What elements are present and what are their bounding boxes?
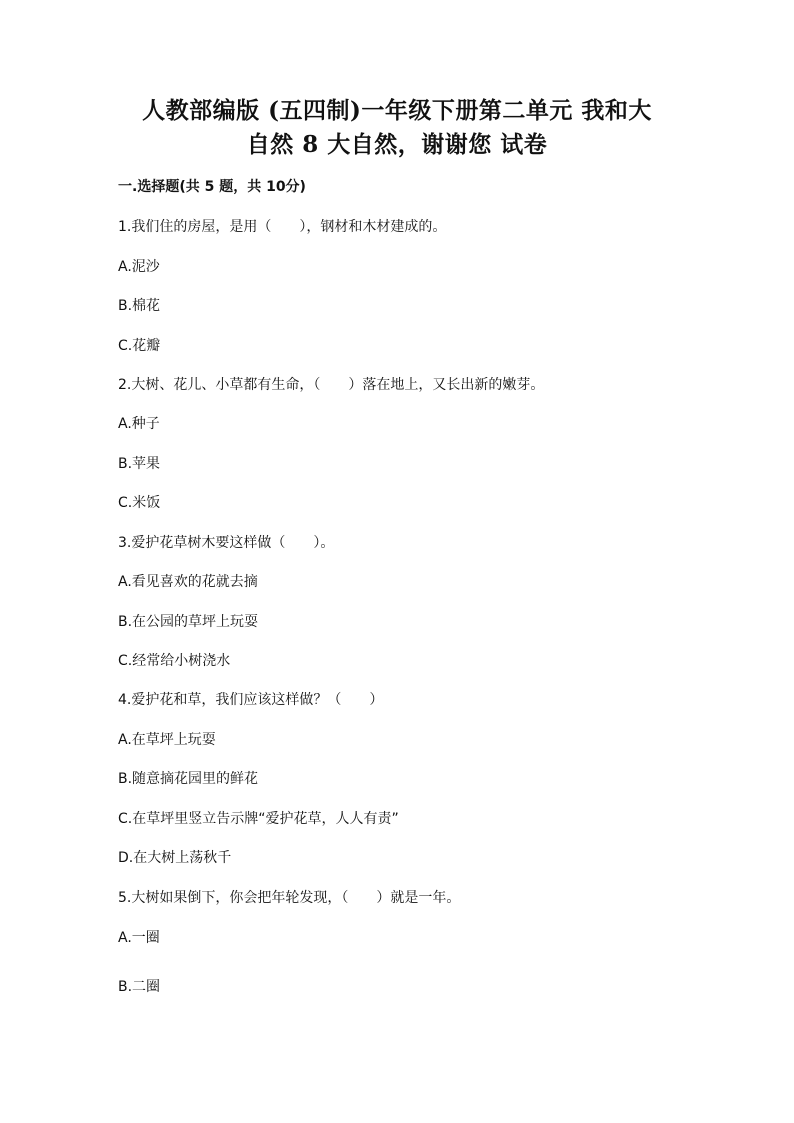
title-line-1: 人教部编版 (五四制)一年级下册第二单元 我和大 — [142, 97, 652, 124]
question-2-stem: 2.大树、花儿、小草都有生命，（ ）落在地上，又长出新的嫩芽。 — [118, 377, 545, 393]
question-1-option-b: B.棉花 — [118, 298, 161, 314]
question-1-option-a: A.泥沙 — [118, 259, 160, 275]
question-5-option-a: A.一圈 — [118, 930, 160, 946]
question-3-option-b: B.在公园的草坪上玩耍 — [118, 614, 259, 630]
question-2-option-c: C.米饭 — [118, 495, 161, 511]
question-2-option-b: B.苹果 — [118, 456, 161, 472]
question-4-option-a: A.在草坪上玩耍 — [118, 732, 216, 748]
question-1-option-c: C.花瓣 — [118, 338, 161, 354]
section-heading: 一.选择题(共 5 题，共 10分) — [118, 179, 306, 195]
question-5-option-b: B.二圈 — [118, 979, 161, 995]
question-4-option-d: D.在大树上荡秋千 — [118, 850, 232, 866]
question-1-stem: 1.我们住的房屋，是用（ ），钢材和木材建成的。 — [118, 219, 447, 235]
question-2-option-a: A.种子 — [118, 416, 160, 432]
question-4-option-b: B.随意摘花园里的鲜花 — [118, 771, 259, 787]
question-3-option-a: A.看见喜欢的花就去摘 — [118, 574, 258, 590]
question-4-option-c: C.在草坪里竖立告示牌“爱护花草，人人有责” — [118, 811, 399, 827]
question-3-stem: 3.爱护花草树木要这样做（ ）。 — [118, 535, 335, 551]
question-5-stem: 5.大树如果倒下，你会把年轮发现，（ ）就是一年。 — [118, 890, 461, 906]
question-3-option-c: C.经常给小树浇水 — [118, 653, 231, 669]
title-line-2: 自然 8 大自然，谢谢您 试卷 — [246, 131, 548, 158]
question-4-stem: 4.爱护花和草，我们应该这样做？（ ） — [118, 692, 384, 708]
